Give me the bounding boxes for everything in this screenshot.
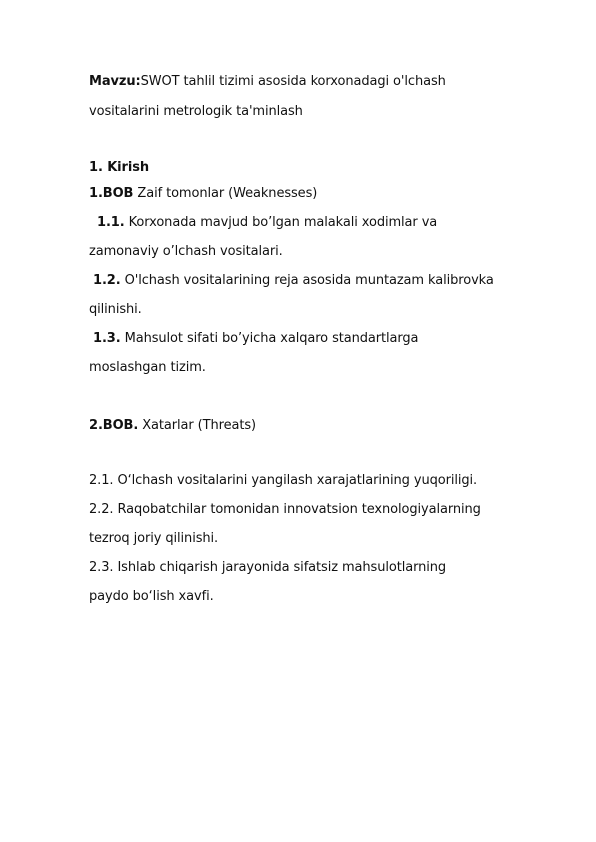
topic-line-2: vositalarini metrologik ta'minlash [89, 104, 303, 119]
item-1-1-line-1 [97, 215, 437, 231]
item-1-1-line-2: zamonaviy o’lchash vositalari. [89, 244, 283, 259]
chapter2-number: 2.BOB. [89, 418, 139, 433]
item-2-2-line-1: 2.2. Raqobatchilar tomonidan innovatsion texnologiyalarning [89, 502, 481, 517]
item-2-2-line-2: tezroq joriy qilinishi. [89, 531, 219, 546]
item-1-3-line-2: moslashgan tizim. [89, 360, 206, 375]
item-1-2-line-1 [93, 273, 494, 289]
topic-label: Mavzu: [89, 74, 141, 89]
chapter2-title: Xatarlar (Threats) [138, 418, 256, 433]
item-1-2-number: 1.2. [93, 273, 121, 288]
item-1-3-number: 1.3. [93, 331, 121, 346]
item-1-2-text: O'lchash vositalarining reja asosida muntazam kalibrovka [120, 273, 494, 288]
intro-heading: 1. Kirish [89, 160, 149, 175]
item-1-1-number: 1.1. [97, 215, 125, 230]
item-2-1-line-1: 2.1. O‘lchash vositalarini yangilash xarajatlarining yuqoriligi. [89, 473, 478, 488]
chapter1-heading [89, 186, 317, 202]
item-1-3-line-1 [93, 331, 418, 347]
chapter1-number: 1.BOB [89, 186, 134, 201]
topic-line-1 [89, 74, 446, 90]
item-2-3-line-2: paydo bo‘lish xavfi. [89, 589, 214, 604]
item-2-3-line-1: 2.3. Ishlab chiqarish jarayonida sifatsiz mahsulotlarning [89, 560, 447, 575]
item-1-3-text: Mahsulot sifati bo’yicha xalqaro standartlarga [120, 331, 419, 346]
chapter2-heading [89, 418, 256, 434]
item-1-2-line-2: qilinishi. [89, 302, 142, 317]
topic-text-1: SWOT tahlil tizimi asosida korxonadagi o'lchash [140, 74, 446, 89]
chapter1-title: Zaif tomonlar (Weaknesses) [133, 186, 318, 201]
item-1-1-text: Korxonada mavjud bo’lgan malakali xodimlar va [124, 215, 438, 230]
